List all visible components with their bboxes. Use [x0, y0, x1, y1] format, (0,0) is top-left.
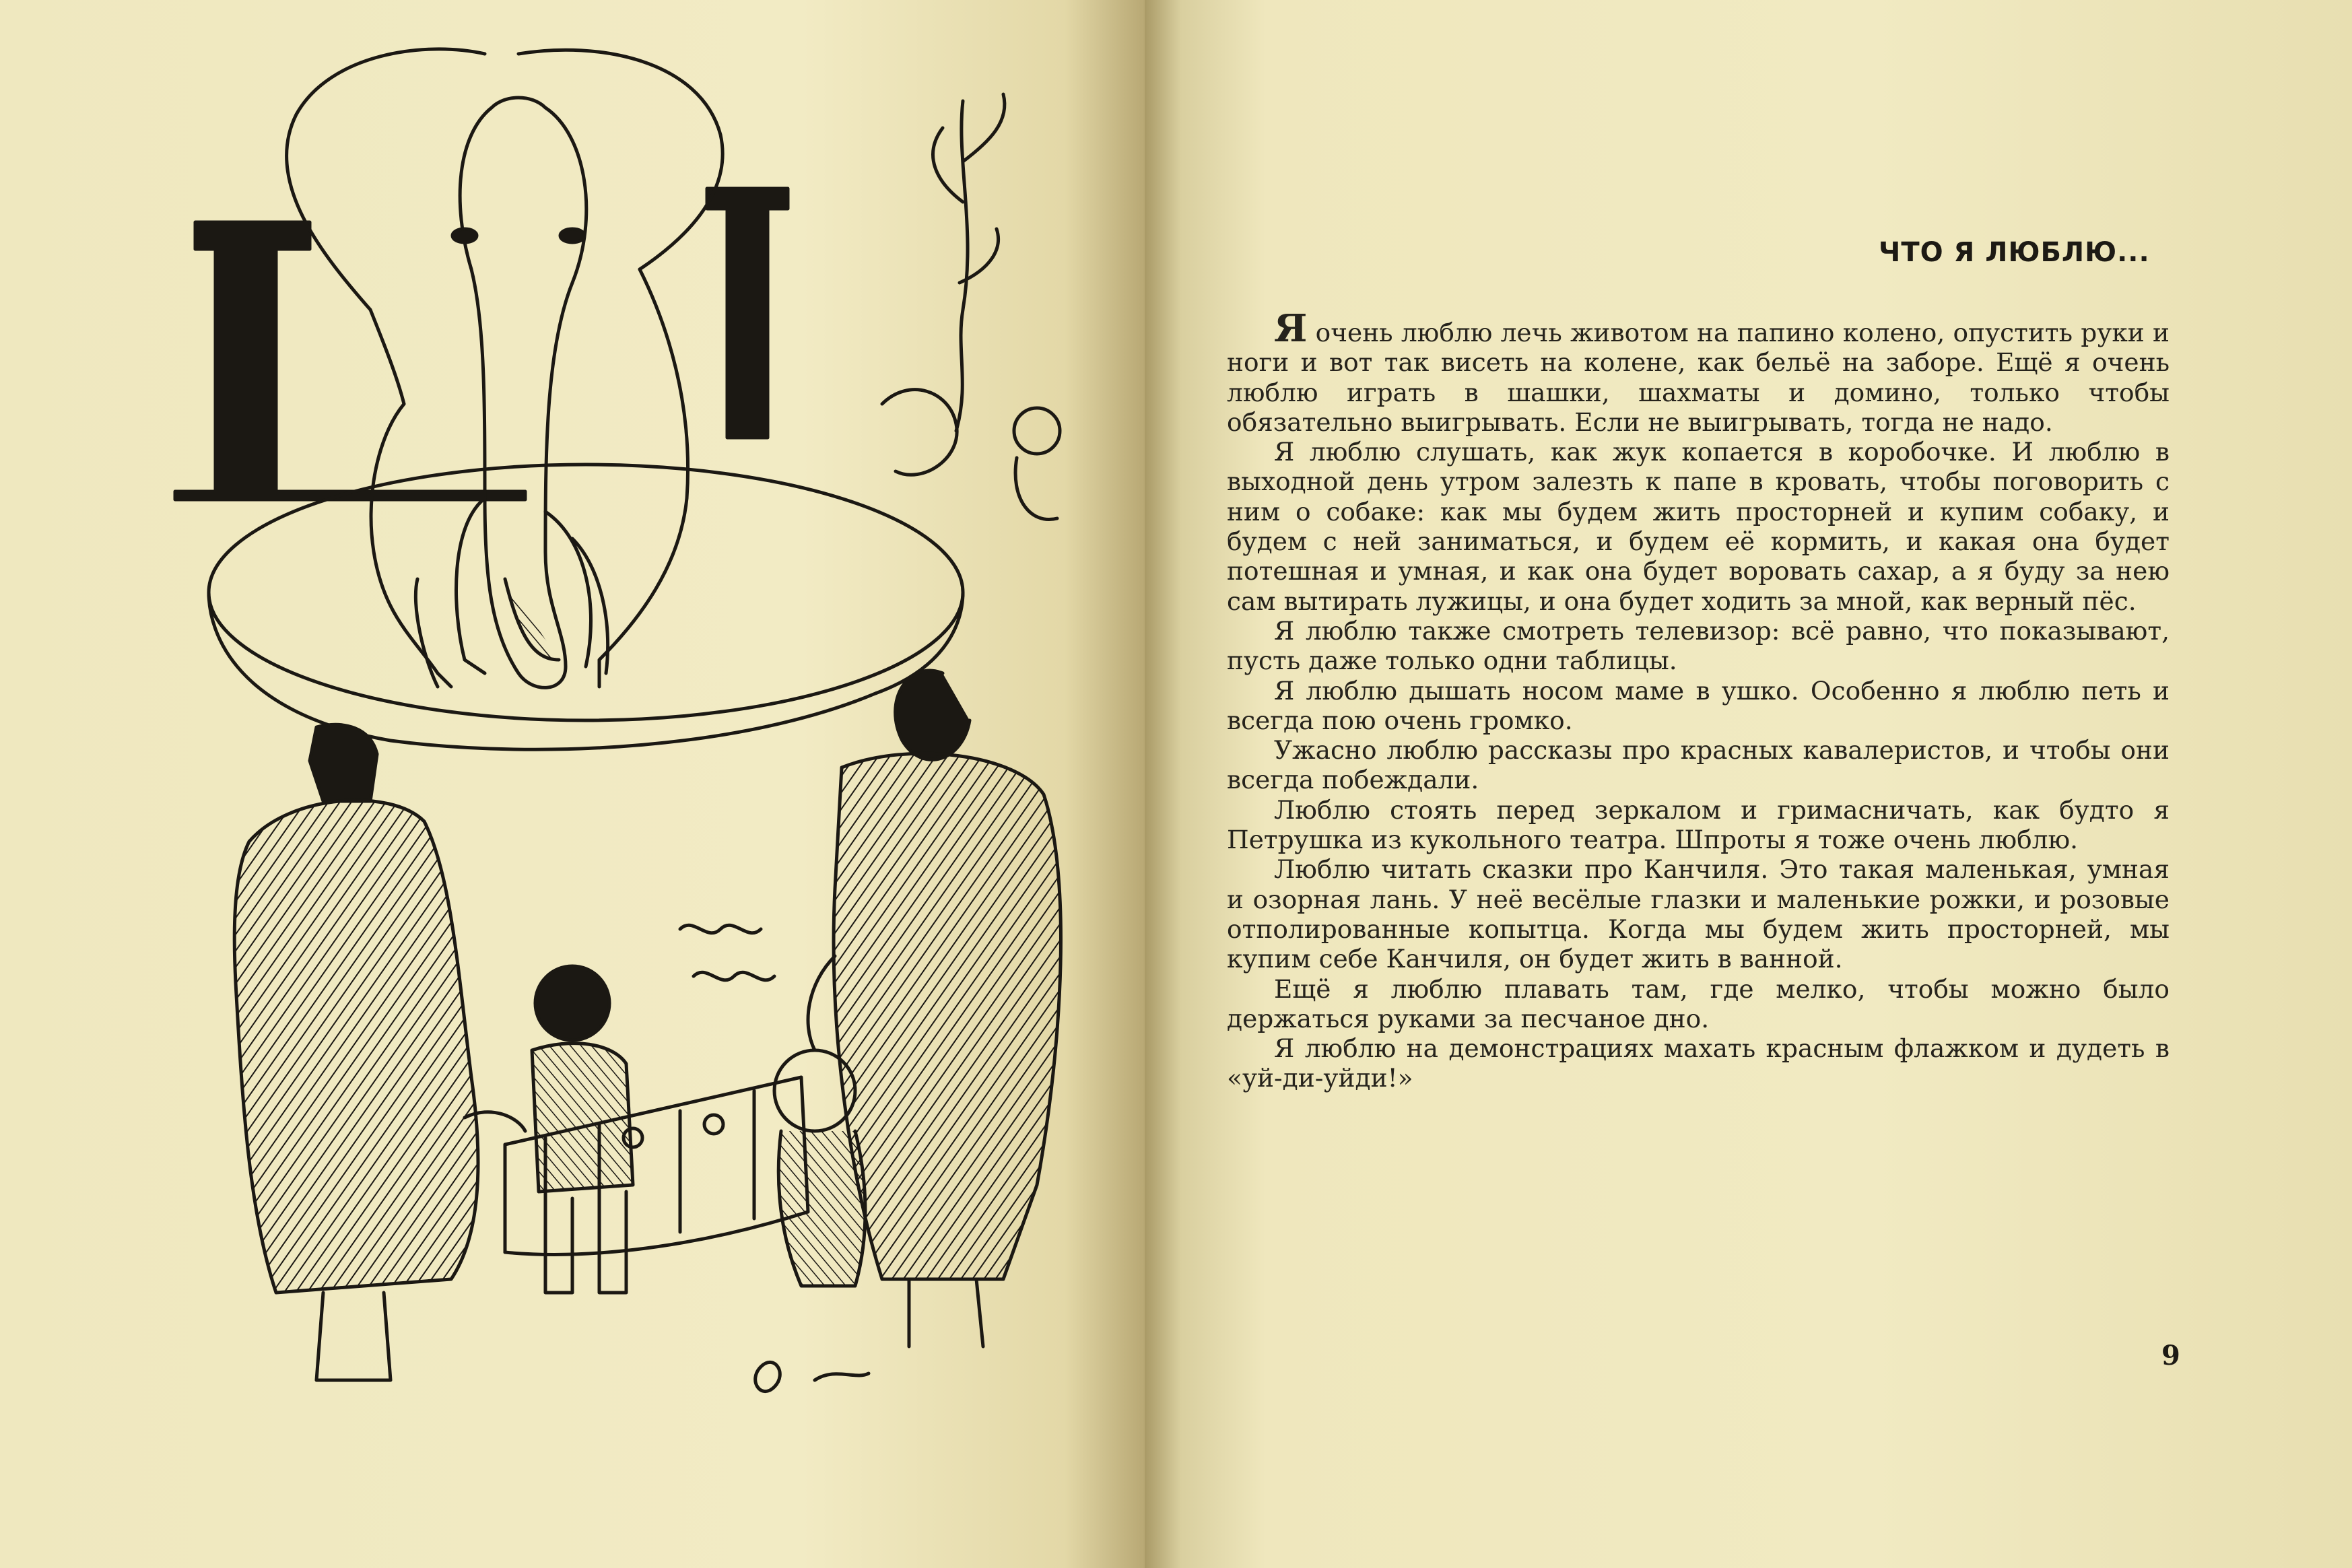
- chapter-title: ЧТО Я ЛЮБЛЮ...: [1879, 237, 2150, 268]
- paragraph-first-text: очень люблю лечь животом на папино колено, опустить руки и ноги и вот так висеть на колене, как бельё на заборе. Ещё я очень люблю играть в шашки, шахматы и домино, только чтобы обязательно выигрывать. Если не выигрывать, тогда не надо.: [1227, 318, 2170, 437]
- page-number: 9: [2161, 1340, 2180, 1371]
- paragraph-first: [1227, 306, 2170, 437]
- story-text: [1227, 306, 2170, 1093]
- left-page: [0, 0, 1145, 1568]
- paragraph: Я люблю слушать, как жук копается в коробочке. И люблю в выходной день утром залезть к папе в кровать, чтобы поговорить с ним о собаке: как мы будем жить просторней и купим собаку, и будем с ней заниматься, и будем её кормить, и какая она будет потешная и умная, и как она будет воровать сахар, а я буду за нею сам вытирать лужицы, и она будет ходить за мной, как верный пёс.: [1227, 437, 2170, 616]
- paragraph: Я люблю на демонстрациях махать красным флажком и дудеть в «уй-ди-уйди!»: [1227, 1033, 2170, 1093]
- paragraph: Ужасно люблю рассказы про красных кавалеристов, и чтобы они всегда побеждали.: [1227, 735, 2170, 795]
- paragraph: Люблю читать сказки про Канчиля. Это такая маленькая, умная и озорная лань. У неё весёлые глазки и маленькие рожки, и розовые отполированные копытца. Когда мы будем жить просторней, мы купим себе Канчиля, он будет жить в ванной.: [1227, 854, 2170, 974]
- dropcap-letter: Я: [1274, 306, 1308, 351]
- paragraph: Ещё я люблю плавать там, где мелко, чтобы можно было держаться руками за песчаное дно.: [1227, 974, 2170, 1033]
- paragraph: Я люблю также смотреть телевизор: всё равно, что показывают, пусть даже только одни таблицы.: [1227, 615, 2170, 676]
- zoo-elephant-illustration-icon: [168, 27, 1098, 1414]
- paragraph: Люблю стоять перед зеркалом и гримасничать, как будто я Петрушка из кукольного театра. Шпроты я тоже очень люблю.: [1227, 794, 2170, 855]
- paragraph: Я люблю дышать носом маме в ушко. Особенно я люблю петь и всегда пою очень громко.: [1227, 675, 2170, 735]
